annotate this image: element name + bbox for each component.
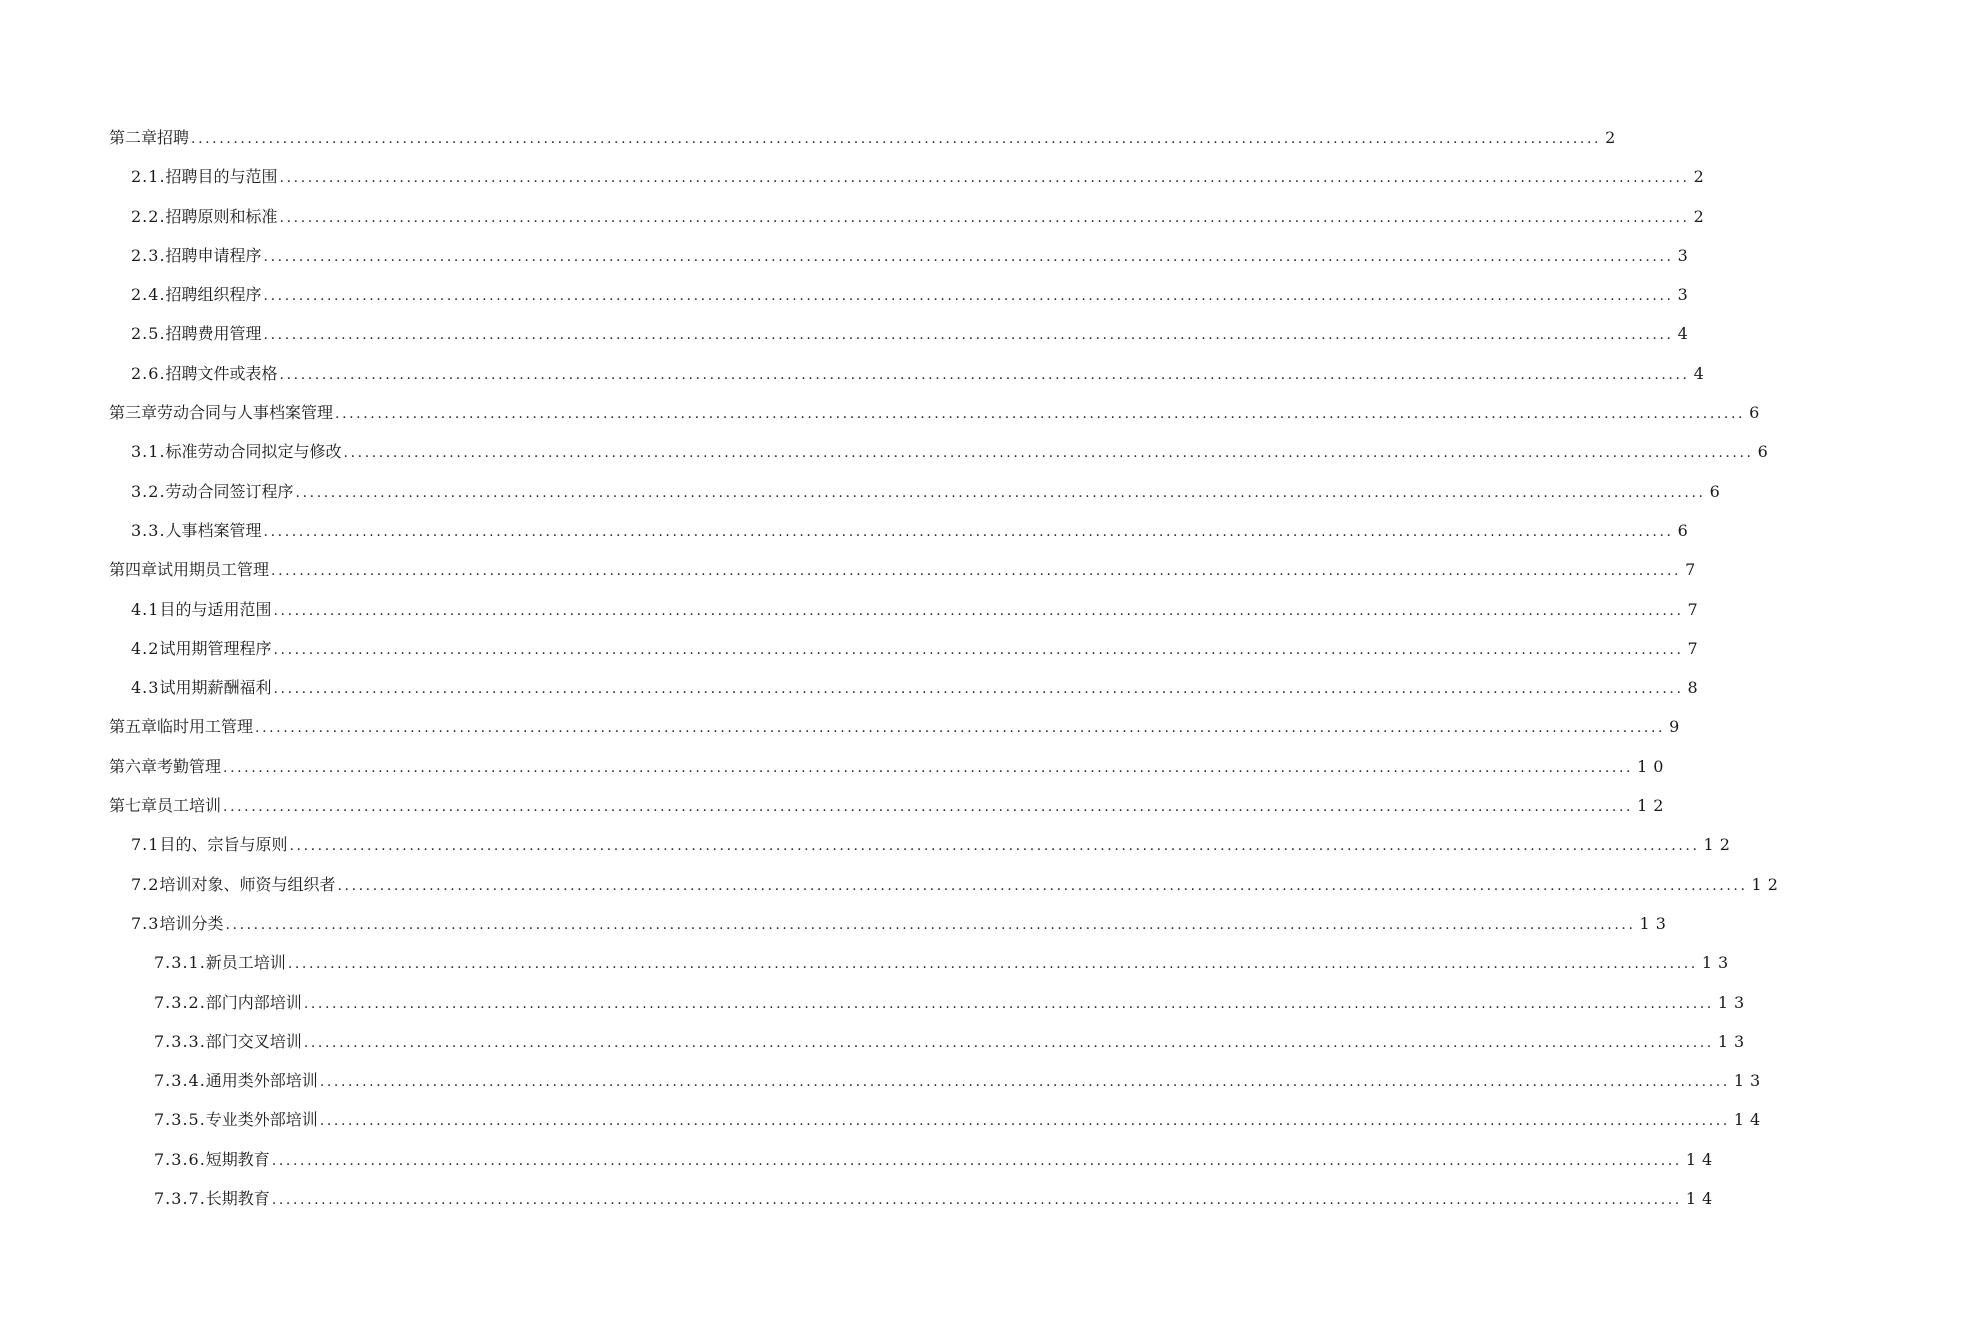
toc-entry-number: 第三章 bbox=[109, 403, 158, 423]
toc-page-number: 13 bbox=[1701, 953, 1735, 973]
toc-page-number: 7 bbox=[1687, 599, 1704, 619]
toc-entry-number: 7.3 bbox=[131, 913, 160, 933]
toc-entry-number: 4.1 bbox=[131, 599, 160, 619]
toc-dot-leader: ........................................................................................................................................................................................................ bbox=[223, 759, 1634, 776]
toc-entry-number: 2.2. bbox=[131, 206, 166, 226]
toc-entry-title: 招聘目的与范围 bbox=[165, 167, 278, 187]
toc-subsection-entry[interactable] bbox=[0, 1140, 1719, 1179]
toc-dot-leader: ........................................................................................................................................................................................................ bbox=[263, 248, 1674, 265]
toc-entry-title: 试用期管理程序 bbox=[159, 638, 272, 658]
toc-page-number: 2 bbox=[1693, 167, 1710, 187]
toc-page-number: 6 bbox=[1709, 481, 1726, 501]
toc-dot-leader: ........................................................................................................................................................................................................ bbox=[271, 563, 1682, 580]
toc-entry-title: 劳动合同签订程序 bbox=[165, 481, 294, 501]
toc-page-number: 7 bbox=[1687, 638, 1704, 658]
toc-subsection-entry[interactable] bbox=[0, 1100, 1767, 1139]
toc-entry-title: 招聘申请程序 bbox=[165, 245, 262, 265]
toc-subsection-entry[interactable] bbox=[0, 983, 1751, 1022]
toc-page-number: 3 bbox=[1677, 285, 1694, 305]
toc-chapter-entry[interactable] bbox=[0, 707, 1686, 746]
toc-section-entry[interactable] bbox=[0, 825, 1736, 864]
toc-dot-leader: ........................................................................................................................................................................................................ bbox=[287, 956, 1698, 973]
toc-entry-number: 7.3.4. bbox=[154, 1071, 206, 1091]
toc-entry-number: 第二章 bbox=[109, 128, 158, 147]
table-of-contents bbox=[0, 118, 1784, 1218]
toc-entry-number: 3.3. bbox=[131, 520, 166, 540]
toc-entry-title: 培训对象、师资与组织者 bbox=[159, 874, 336, 894]
toc-entry-number: 2.5. bbox=[131, 324, 166, 344]
toc-page-number: 14 bbox=[1733, 1110, 1767, 1130]
toc-page-number: 6 bbox=[1749, 403, 1766, 423]
toc-section-entry[interactable] bbox=[0, 668, 1704, 707]
toc-entry-title: 新员工培训 bbox=[205, 953, 286, 973]
toc-dot-leader: ........................................................................................................................................................................................................ bbox=[273, 602, 1684, 619]
toc-dot-leader: ........................................................................................................................................................................................................ bbox=[271, 1152, 1682, 1169]
toc-entry-title: 人事档案管理 bbox=[165, 520, 262, 540]
toc-entry-number: 2.1. bbox=[131, 167, 166, 187]
toc-page-number: 12 bbox=[1751, 874, 1784, 894]
toc-dot-leader: ........................................................................................................................................................................................................ bbox=[273, 641, 1684, 658]
toc-chapter-entry[interactable] bbox=[0, 118, 1622, 157]
toc-entry-number: 7.3.6. bbox=[154, 1149, 206, 1169]
toc-section-entry[interactable] bbox=[0, 275, 1694, 314]
toc-chapter-entry[interactable] bbox=[0, 550, 1702, 589]
toc-entry-title: 标准劳动合同拟定与修改 bbox=[165, 442, 342, 462]
toc-entry-title: 考勤管理 bbox=[157, 756, 222, 776]
toc-entry-title: 招聘组织程序 bbox=[165, 285, 262, 305]
toc-dot-leader: ........................................................................................................................................................................................................ bbox=[263, 288, 1674, 305]
toc-entry-number: 第七章 bbox=[109, 796, 158, 816]
toc-entry-number: 3.2. bbox=[131, 481, 166, 501]
toc-dot-leader: ........................................................................................................................................................................................................ bbox=[223, 799, 1634, 816]
toc-entry-number: 2.6. bbox=[131, 363, 166, 383]
toc-entry-title: 临时用工管理 bbox=[157, 717, 254, 737]
toc-section-entry[interactable] bbox=[0, 236, 1694, 275]
toc-section-entry[interactable] bbox=[0, 865, 1784, 904]
toc-dot-leader: ........................................................................................................................................................................................................ bbox=[273, 681, 1684, 698]
toc-entry-number: 7.1 bbox=[131, 835, 160, 855]
toc-entry-title: 短期教育 bbox=[205, 1149, 270, 1169]
toc-section-entry[interactable] bbox=[0, 904, 1672, 943]
toc-section-entry[interactable] bbox=[0, 472, 1726, 511]
toc-section-entry[interactable] bbox=[0, 157, 1710, 196]
toc-dot-leader: ........................................................................................................................................................................................................ bbox=[319, 1074, 1730, 1091]
toc-entry-title: 试用期员工管理 bbox=[157, 560, 270, 580]
toc-entry-title: 部门交叉培训 bbox=[205, 1031, 302, 1051]
toc-entry-title: 专业类外部培训 bbox=[205, 1110, 318, 1130]
toc-dot-leader: ........................................................................................................................................................................................................ bbox=[191, 131, 1602, 147]
toc-subsection-entry[interactable] bbox=[0, 1022, 1751, 1061]
toc-page-number: 10 bbox=[1637, 756, 1670, 776]
toc-entry-title: 长期教育 bbox=[205, 1189, 270, 1209]
toc-entry-title: 培训分类 bbox=[159, 913, 224, 933]
toc-entry-title: 招聘 bbox=[157, 128, 190, 147]
toc-entry-title: 目的、宗旨与原则 bbox=[159, 835, 288, 855]
toc-section-entry[interactable] bbox=[0, 590, 1704, 629]
toc-subsection-entry[interactable] bbox=[0, 1061, 1767, 1100]
toc-dot-leader: ........................................................................................................................................................................................................ bbox=[295, 484, 1706, 501]
toc-dot-leader: ........................................................................................................................................................................................................ bbox=[289, 838, 1700, 855]
toc-page-number: 4 bbox=[1693, 363, 1710, 383]
toc-entry-number: 3.1. bbox=[131, 442, 166, 462]
toc-entry-title: 招聘费用管理 bbox=[165, 324, 262, 344]
toc-entry-number: 4.3 bbox=[131, 678, 160, 698]
toc-section-entry[interactable] bbox=[0, 354, 1710, 393]
toc-dot-leader: ........................................................................................................................................................................................................ bbox=[335, 406, 1746, 423]
toc-subsection-entry[interactable] bbox=[0, 943, 1735, 982]
toc-entry-number: 第四章 bbox=[109, 560, 158, 580]
toc-dot-leader: ........................................................................................................................................................................................................ bbox=[263, 327, 1674, 344]
toc-page-number: 7 bbox=[1685, 560, 1702, 580]
toc-entry-title: 招聘文件或表格 bbox=[165, 363, 278, 383]
toc-section-entry[interactable] bbox=[0, 511, 1694, 550]
toc-page-number: 13 bbox=[1639, 913, 1672, 933]
toc-page-number: 6 bbox=[1677, 520, 1694, 540]
toc-entry-number: 4.2 bbox=[131, 638, 160, 658]
toc-subsection-entry[interactable] bbox=[0, 1179, 1719, 1218]
toc-page-number: 9 bbox=[1669, 717, 1686, 737]
toc-entry-title: 员工培训 bbox=[157, 796, 222, 816]
toc-dot-leader: ........................................................................................................................................................................................................ bbox=[255, 720, 1666, 737]
toc-page-number: 14 bbox=[1685, 1149, 1719, 1169]
toc-entry-title: 目的与适用范围 bbox=[159, 599, 272, 619]
toc-page-number: 2 bbox=[1605, 128, 1622, 147]
toc-entry-number: 7.3.2. bbox=[154, 992, 206, 1012]
toc-entry-number: 7.2 bbox=[131, 874, 160, 894]
toc-entry-title: 部门内部培训 bbox=[205, 992, 302, 1012]
toc-entry-title: 通用类外部培训 bbox=[205, 1071, 318, 1091]
toc-entry-number: 7.3.1. bbox=[154, 953, 206, 973]
toc-page-number: 12 bbox=[1703, 835, 1736, 855]
toc-page-number: 13 bbox=[1733, 1071, 1767, 1091]
toc-chapter-entry[interactable] bbox=[0, 393, 1766, 432]
toc-dot-leader: ........................................................................................................................................................................................................ bbox=[271, 1192, 1682, 1209]
toc-section-entry[interactable] bbox=[0, 629, 1704, 668]
toc-page-number: 4 bbox=[1677, 324, 1694, 344]
toc-dot-leader: ........................................................................................................................................................................................................ bbox=[337, 877, 1748, 894]
toc-entry-number: 7.3.3. bbox=[154, 1031, 206, 1051]
toc-entry-number: 第五章 bbox=[109, 717, 158, 737]
toc-entry-number: 2.3. bbox=[131, 245, 166, 265]
toc-dot-leader: ........................................................................................................................................................................................................ bbox=[279, 366, 1690, 383]
toc-entry-title: 招聘原则和标准 bbox=[165, 206, 278, 226]
toc-entry-number: 7.3.5. bbox=[154, 1110, 206, 1130]
toc-section-entry[interactable] bbox=[0, 432, 1774, 471]
toc-entry-title: 试用期薪酬福利 bbox=[159, 678, 272, 698]
toc-entry-number: 第六章 bbox=[109, 756, 158, 776]
toc-chapter-entry[interactable] bbox=[0, 747, 1670, 786]
toc-chapter-entry[interactable] bbox=[0, 786, 1670, 825]
toc-dot-leader: ........................................................................................................................................................................................................ bbox=[263, 523, 1674, 540]
toc-dot-leader: ........................................................................................................................................................................................................ bbox=[279, 170, 1690, 187]
toc-page-number: 6 bbox=[1757, 442, 1774, 462]
toc-entry-number: 2.4. bbox=[131, 285, 166, 305]
toc-dot-leader: ........................................................................................................................................................................................................ bbox=[343, 445, 1754, 462]
toc-page-number: 12 bbox=[1637, 796, 1670, 816]
toc-dot-leader: ........................................................................................................................................................................................................ bbox=[303, 995, 1714, 1012]
toc-dot-leader: ........................................................................................................................................................................................................ bbox=[279, 209, 1690, 226]
toc-page-number: 13 bbox=[1717, 1031, 1751, 1051]
toc-dot-leader: ........................................................................................................................................................................................................ bbox=[303, 1034, 1714, 1051]
toc-page-number: 8 bbox=[1687, 678, 1704, 698]
toc-dot-leader: ........................................................................................................................................................................................................ bbox=[319, 1113, 1730, 1130]
toc-dot-leader: ........................................................................................................................................................................................................ bbox=[225, 916, 1636, 933]
toc-entry-title: 劳动合同与人事档案管理 bbox=[157, 403, 334, 423]
toc-entry-number: 7.3.7. bbox=[154, 1189, 206, 1209]
toc-page-number: 14 bbox=[1685, 1189, 1719, 1209]
toc-page-number: 3 bbox=[1677, 245, 1694, 265]
toc-page-number: 2 bbox=[1693, 206, 1710, 226]
toc-page-number: 13 bbox=[1717, 992, 1751, 1012]
toc-section-entry[interactable] bbox=[0, 197, 1710, 236]
toc-section-entry[interactable] bbox=[0, 314, 1694, 353]
